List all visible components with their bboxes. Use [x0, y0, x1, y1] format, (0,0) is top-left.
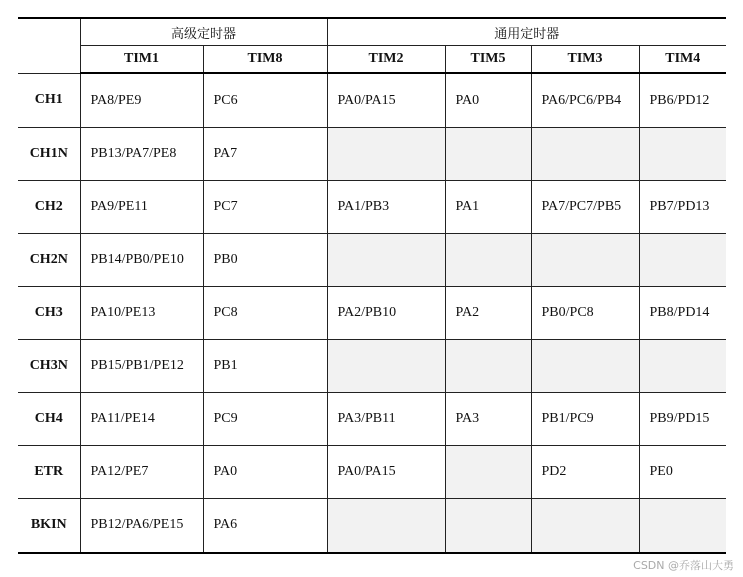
channel-row-ch2n [18, 234, 726, 287]
channel-row-ch1 [18, 73, 726, 128]
timer-header-tim1: TIM1 [80, 46, 203, 74]
empty-pin-cell [445, 498, 531, 553]
channel-row-ch2 [18, 181, 726, 234]
empty-pin-cell [445, 445, 531, 498]
empty-pin-cell [639, 234, 726, 287]
pin-cell: PA1/PB3 [327, 181, 445, 234]
pin-cell: PB0/PC8 [531, 286, 639, 339]
empty-pin-cell [327, 128, 445, 181]
pin-cell: PB12/PA6/PE15 [80, 498, 203, 553]
timer-header-tim2: TIM2 [327, 46, 445, 74]
empty-pin-cell [639, 339, 726, 392]
pin-cell: PA12/PE7 [80, 445, 203, 498]
empty-pin-cell [531, 128, 639, 181]
pin-cell: PC9 [203, 392, 327, 445]
pin-cell: PA3 [445, 392, 531, 445]
pin-cell: PA7 [203, 128, 327, 181]
channel-label: CH2 [18, 181, 80, 234]
pin-cell: PB7/PD13 [639, 181, 726, 234]
pin-cell: PB8/PD14 [639, 286, 726, 339]
timer-header-tim8: TIM8 [203, 46, 327, 74]
pin-cell: PA6 [203, 498, 327, 553]
pin-cell: PB0 [203, 234, 327, 287]
pin-cell: PB14/PB0/PE10 [80, 234, 203, 287]
empty-pin-cell [531, 339, 639, 392]
advanced-timer-group-header: 高级定时器 [80, 18, 327, 46]
empty-pin-cell [445, 128, 531, 181]
corner-cell [18, 18, 80, 73]
empty-pin-cell [639, 128, 726, 181]
timer-header-tim4: TIM4 [639, 46, 726, 74]
pin-cell: PA2 [445, 286, 531, 339]
timer-pin-table [18, 17, 726, 554]
timer-group-header-row [18, 18, 726, 46]
channel-row-ch1n [18, 128, 726, 181]
channel-row-ch3n [18, 339, 726, 392]
pin-cell: PA2/PB10 [327, 286, 445, 339]
pin-cell: PA0/PA15 [327, 73, 445, 128]
channel-label: BKIN [18, 498, 80, 553]
empty-pin-cell [531, 234, 639, 287]
empty-pin-cell [445, 339, 531, 392]
pin-cell: PB6/PD12 [639, 73, 726, 128]
channel-label: CH1 [18, 73, 80, 128]
pin-cell: PA0/PA15 [327, 445, 445, 498]
csdn-watermark: CSDN @乔落山大勇 [633, 559, 734, 572]
pin-cell: PB9/PD15 [639, 392, 726, 445]
pin-cell: PA10/PE13 [80, 286, 203, 339]
pin-cell: PB1/PC9 [531, 392, 639, 445]
empty-pin-cell [445, 234, 531, 287]
pin-cell: PA3/PB11 [327, 392, 445, 445]
channel-row-bkin [18, 498, 726, 553]
empty-pin-cell [327, 339, 445, 392]
timer-name-header-row [18, 46, 726, 74]
empty-pin-cell [531, 498, 639, 553]
pin-cell: PC8 [203, 286, 327, 339]
channel-label: CH3 [18, 286, 80, 339]
channel-label: CH3N [18, 339, 80, 392]
channel-label: CH4 [18, 392, 80, 445]
channel-label: CH1N [18, 128, 80, 181]
timer-header-tim5: TIM5 [445, 46, 531, 74]
pin-cell: PA0 [203, 445, 327, 498]
channel-label: ETR [18, 445, 80, 498]
channel-label: CH2N [18, 234, 80, 287]
pin-table-body [18, 73, 726, 553]
empty-pin-cell [327, 234, 445, 287]
empty-pin-cell [639, 498, 726, 553]
channel-row-etr [18, 445, 726, 498]
pin-cell: PD2 [531, 445, 639, 498]
general-timer-group-header: 通用定时器 [327, 18, 726, 46]
pin-cell: PA0 [445, 73, 531, 128]
channel-row-ch4 [18, 392, 726, 445]
pin-cell: PB1 [203, 339, 327, 392]
pin-cell: PE0 [639, 445, 726, 498]
pin-cell: PA6/PC6/PB4 [531, 73, 639, 128]
pin-cell: PA8/PE9 [80, 73, 203, 128]
pin-cell: PA1 [445, 181, 531, 234]
pin-cell: PA11/PE14 [80, 392, 203, 445]
pin-cell: PA9/PE11 [80, 181, 203, 234]
pin-cell: PA7/PC7/PB5 [531, 181, 639, 234]
pin-cell: PB15/PB1/PE12 [80, 339, 203, 392]
empty-pin-cell [327, 498, 445, 553]
pin-cell: PC7 [203, 181, 327, 234]
timer-header-tim3: TIM3 [531, 46, 639, 74]
pin-cell: PC6 [203, 73, 327, 128]
pin-cell: PB13/PA7/PE8 [80, 128, 203, 181]
channel-row-ch3 [18, 286, 726, 339]
